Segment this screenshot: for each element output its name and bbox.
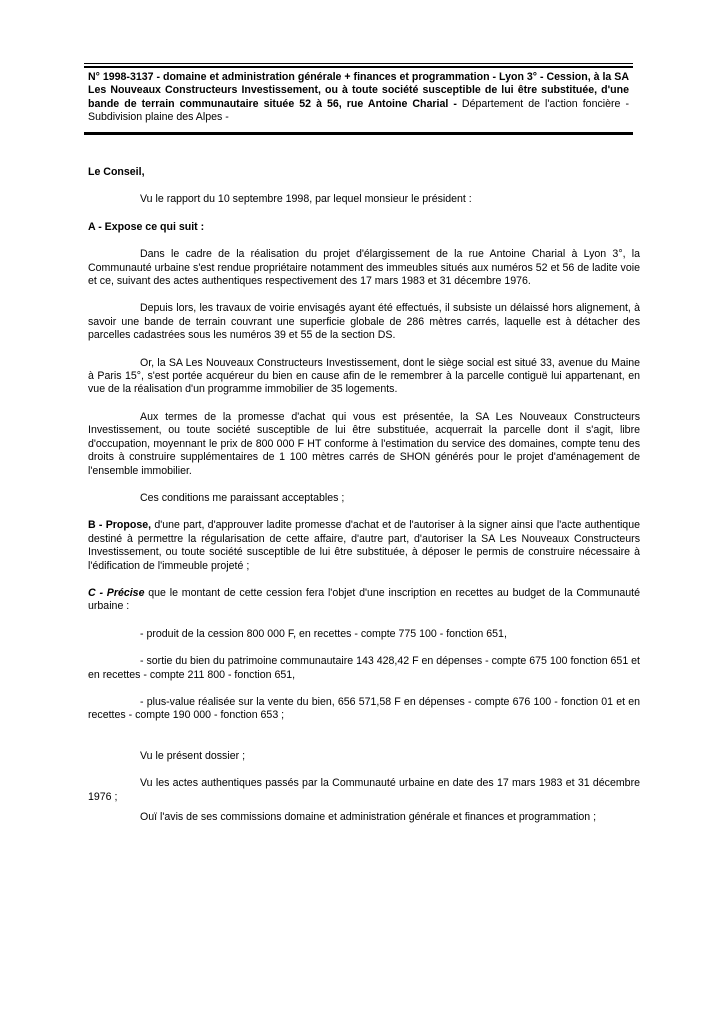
section-b (88, 519, 640, 573)
section-b-label: B - Propose, (88, 519, 152, 532)
vu-dossier: Vu le présent dossier ; (140, 749, 246, 762)
header-top-rule (84, 63, 633, 64)
vu-rapport: Vu le rapport du 10 septembre 1998, par lequel monsieur le président : (140, 193, 472, 206)
section-c-label: C - Précise (88, 586, 145, 599)
section-a-paragraph-1: Dans le cadre de la réalisation du projet d'élargissement de la rue Antoine Charial à Lyon 3°, la Communauté urbaine s'est rendue propriétaire notamment des immeubles situés aux numéros 52 et 56 de ladite voie et ce, suivant des actes authentiques respectivement des 17 mars 1983 et 31 décembre 1976. (88, 248, 640, 288)
section-a-paragraph-2: Depuis lors, les travaux de voirie envisagés ayant été effectués, il subsiste un délaissé hors alignement, à savoir une bande de terrain couvrant une superficie globale de 286 mètres carrés, laquelle est à détacher des parcelles cadastrées sous les numéros 39 et 55 de la section DS. (88, 302, 640, 342)
section-c-text: que le montant de cette cession fera l'objet d'une inscription en recettes au budget de la Communauté urbaine : (88, 586, 640, 613)
section-c-item-1: - produit de la cession 800 000 F, en recettes - compte 775 100 - fonction 651, (140, 627, 507, 640)
header-top-rule-thick (84, 66, 633, 68)
document-body (88, 166, 640, 824)
header-department: Département de l'action foncière - Subdivision plaine des Alpes - (88, 97, 629, 124)
oui-avis: Ouï l'avis de ses commissions domaine et administration générale et finances et programmation ; (140, 811, 597, 823)
section-c (88, 587, 640, 614)
section-a-title: A - Expose ce qui suit : (88, 220, 205, 233)
vu-actes: Vu les actes authentiques passés par la Communauté urbaine en date des 17 mars 1983 et 31 décembre 1976 ; (88, 777, 640, 803)
header-title: N° 1998-3137 - domaine et administration générale + finances et programmation - Lyon 3° - Cession, à la SA Les Nouveaux Constructeurs Investissement, ou à toute société susceptible de lui être substituée, d'une bande de terrain communautaire située 52 à 56, rue Antoine Charial - (88, 71, 629, 110)
section-a-paragraph-3: Or, la SA Les Nouveaux Constructeurs Investissement, dont le siège social est situé 33, avenue du Maine à Paris 15°, s'est portée acquéreur du bien en cause afin de le remembrer à la parcelle contiguë lui appartenant, en vue de la réalisation d'un programme immobilier de 35 logements. (88, 356, 640, 396)
section-c-item-2: - sortie du bien du patrimoine communautaire 143 428,42 F en dépenses - compte 675 100 fonction 651 et en recettes - compte 211 800 - fonction 651, (88, 655, 640, 681)
section-c-item-3: - plus-value réalisée sur la vente du bien, 656 571,58 F en dépenses - compte 676 100 - fonction 01 et en recettes - compte 190 000 - fonction 653 ; (88, 695, 640, 722)
section-a-paragraph-5: Ces conditions me paraissant acceptables ; (140, 491, 345, 504)
conseil-heading: Le Conseil, (88, 166, 145, 178)
section-b-text: d'une part, d'approuver ladite promesse d'achat et de l'autoriser à la signer ainsi que l'acte authentique destiné à permettre la régularisation de cette affaire, d'autre part, d'autoriser la SA Les Nouveaux Constructeurs Investissement, ou toute société susceptible de lui être substituée, à déposer le permis de construire nécessaire à l'édification de l'immeuble projeté ; (88, 519, 640, 572)
header-bottom-rule (84, 132, 633, 135)
section-a-paragraph-4: Aux termes de la promesse d'achat qui vous est présentée, la SA Les Nouveaux Constructeurs Investissement, ou toute société susceptible de lui être substituée, acquerrait la parcelle dont il s'agit, libre d'occupation, moyennant le prix de 800 000 F HT conforme à l'estimation du service des domaines, compte tenu des droits à construire supplémentaires de 1 100 mètres carrés de SHON générés pour le projet d'aménagement de l'ensemble immobilier. (88, 410, 640, 477)
document-header (88, 71, 629, 125)
